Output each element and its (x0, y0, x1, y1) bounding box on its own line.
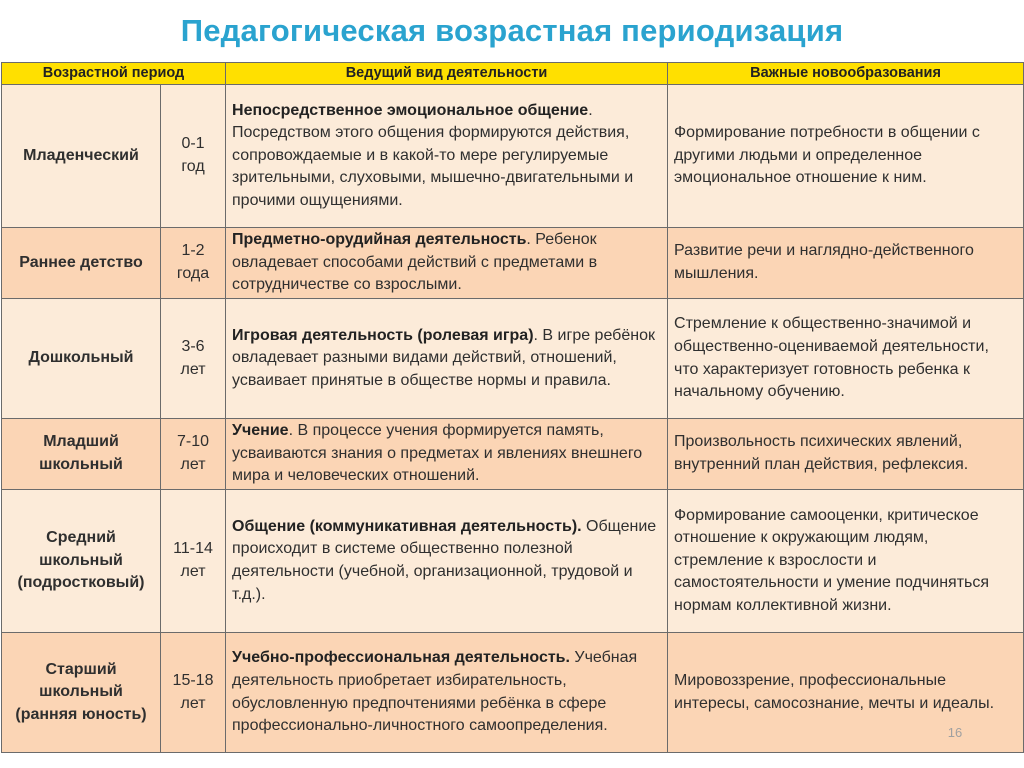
table-row (2, 419, 1024, 490)
table-row (2, 85, 1024, 228)
activity-cell (226, 228, 668, 299)
period-cell (2, 490, 161, 633)
period-line: школьный (39, 683, 123, 701)
age-cell (161, 490, 226, 633)
period-line: Младший (43, 433, 119, 451)
period-line: школьный (39, 456, 123, 473)
age-line: 1-2 (181, 242, 205, 260)
result-cell: Развитие речи и наглядно-действенного мышления. (668, 228, 1024, 299)
period-line: школьный (39, 551, 123, 569)
result-cell: Мировоззрение, профессиональные интересы, самосознание, мечты и идеалы. (668, 633, 1024, 753)
activity-cell (226, 299, 668, 419)
activity-cell (226, 419, 668, 490)
age-line: лет (180, 456, 206, 473)
period-line: Младенческий (23, 146, 139, 164)
result-cell: Произвольность психических явлений, внутренний план действия, рефлексия. (668, 419, 1024, 490)
table-row (2, 633, 1024, 753)
result-cell: Формирование самооценки, критическое отношение к окружающим людям, стремление к взрослости и самостоятельности и умение подчиняться нормам коллективной жизни. (668, 490, 1024, 633)
result-cell: Формирование потребности в общении с другими людьми и определенное эмоциональное отношение к ним. (668, 85, 1024, 228)
age-line: лет (180, 360, 206, 378)
age-line: лет (180, 694, 206, 712)
age-cell (161, 299, 226, 419)
table-row (2, 228, 1024, 299)
activity-cell (226, 490, 668, 633)
period-line: Дошкольный (28, 349, 134, 367)
period-cell (2, 228, 161, 299)
activity-description: . Ребенок овладевает способами действий с предметами в сотрудничестве со взрослыми. (232, 231, 598, 294)
age-line: лет (180, 563, 206, 580)
period-line: (подростковый) (17, 574, 145, 592)
table-row (2, 490, 1024, 633)
period-line: Средний (46, 529, 116, 547)
activity-description: . Посредством этого общения формируются действия, сопровождаемые и в какой-то мере регулируемые зрительными, слуховыми, мышечно-двигательными и прочими ощущениями. (232, 101, 634, 209)
page-number: 16 (947, 725, 963, 740)
age-cell (161, 228, 226, 299)
age-line: 0-1 (181, 135, 205, 153)
activity-description: Общение происходит в системе общественно полезной деятельности (учебной, организационной, трудовой и т.д.). (232, 517, 657, 603)
period-line: Раннее детство (19, 253, 143, 271)
period-cell (2, 633, 161, 753)
age-line: 11-14 (173, 540, 213, 558)
activity-title: Учебно-профессиональная деятельность. (232, 649, 570, 667)
activity-title: Игровая деятельность (ролевая игра) (232, 326, 534, 344)
activity-cell (226, 85, 668, 228)
table-row (2, 299, 1024, 419)
slide-title: Педагогическая возрастная периодизация (180, 13, 844, 48)
header-result: Важные новообразования (668, 63, 1024, 85)
activity-description: Учебная деятельность приобретает избирательность, обусловленную предпочтениями ребёнка в сфере профессионально-личностного самоопределения. (232, 649, 638, 735)
age-cell (161, 633, 226, 753)
period-cell (2, 85, 161, 228)
age-line: год (181, 158, 205, 175)
period-line: Старший (45, 660, 117, 678)
activity-description: . В процессе учения формируется память, усваиваются знания о предметах и явлениях внешнего мира и человеческих отношений. (232, 422, 643, 485)
period-cell (2, 419, 161, 490)
table-body (2, 85, 1024, 753)
result-cell: Стремление к общественно-значимой и общественно-оцениваемой деятельности, что характеризует готовность ребенка к начальному обучению. (668, 299, 1024, 419)
period-cell (2, 299, 161, 419)
age-line: 15-18 (172, 671, 214, 689)
activity-cell (226, 633, 668, 753)
table-header-row (2, 63, 1024, 85)
age-line: 3-6 (181, 337, 205, 355)
age-cell (161, 85, 226, 228)
period-line: (ранняя юность) (15, 705, 147, 723)
activity-title: Общение (коммуникативная деятельность). (232, 517, 582, 535)
age-line: года (176, 265, 210, 282)
age-cell (161, 419, 226, 490)
activity-title: Учение (232, 422, 289, 440)
activity-title: Непосредственное эмоциональное общение (232, 101, 589, 119)
age-line: 7-10 (176, 433, 210, 451)
periodization-table (1, 62, 1024, 753)
activity-description: . В игре ребёнок овладевает разными видами действий, отношений, усваивает принятые в обществе нормы и правила. (232, 326, 655, 389)
header-activity: Ведущий вид деятельности (226, 63, 668, 85)
header-period: Возрастной период (2, 63, 226, 85)
activity-title: Предметно-орудийная деятельность (232, 231, 527, 249)
